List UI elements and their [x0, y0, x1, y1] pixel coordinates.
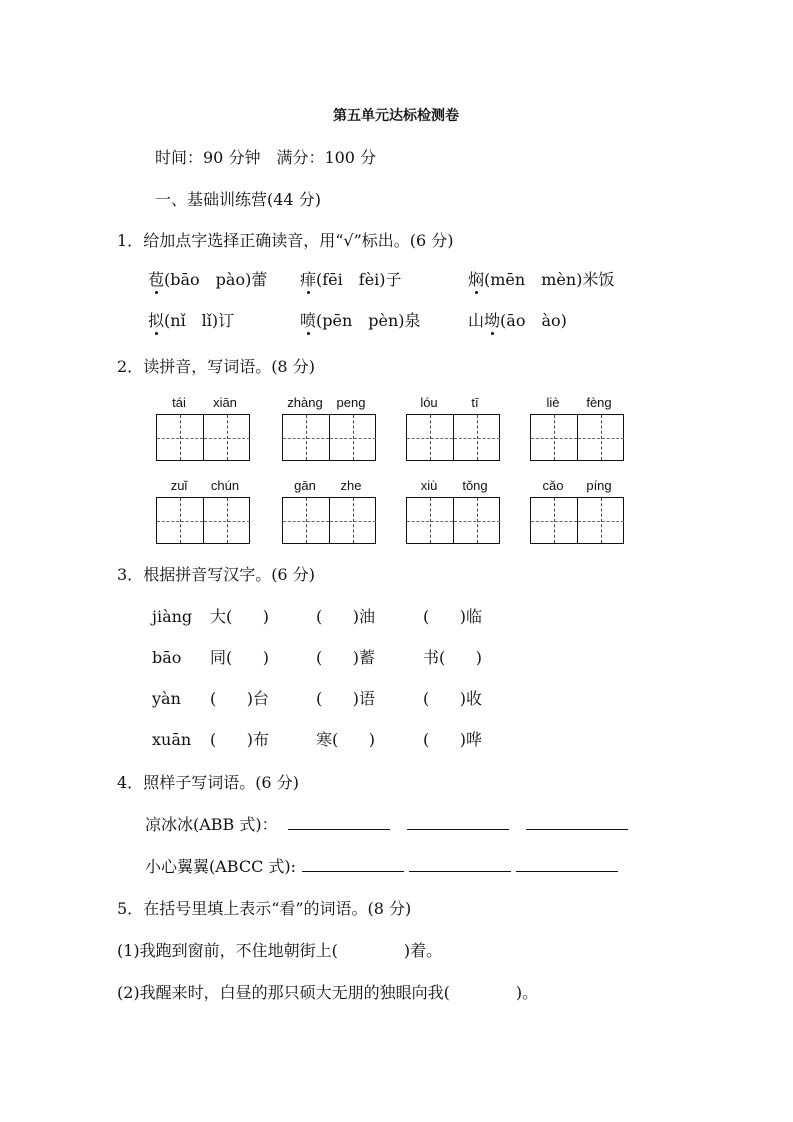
answer-blank[interactable]	[516, 857, 618, 872]
item-prefix: 山	[468, 311, 485, 330]
grid-guide	[204, 521, 250, 522]
fill-in-cell[interactable]: ( )台	[210, 689, 270, 708]
answer-blank[interactable]	[288, 815, 390, 830]
sentence-number: (1)	[117, 941, 140, 960]
pronunciation-item	[148, 270, 267, 290]
section-heading: 一、基础训练营(44 分)	[155, 190, 321, 209]
pronunciation-item	[300, 311, 421, 331]
grid-cell[interactable]	[283, 498, 329, 543]
pronunciation-item	[468, 311, 567, 331]
fill-in-cell[interactable]: 寒( )	[316, 730, 376, 749]
fill-in-cell[interactable]: ( )语	[316, 689, 376, 708]
fill-in-cell[interactable]: ( )哗	[423, 730, 483, 749]
grid-cell[interactable]	[453, 415, 500, 460]
dotted-character: 焖	[468, 270, 485, 289]
grid-cell[interactable]	[531, 415, 577, 460]
pinyin: xuān	[152, 730, 192, 749]
dotted-character: 苞	[148, 270, 165, 289]
grid-cell[interactable]	[329, 498, 376, 543]
grid-guide	[330, 438, 376, 439]
answer-blank[interactable]	[407, 815, 509, 830]
question-number: 3．	[117, 565, 144, 584]
grid-guide	[531, 438, 577, 439]
sentence-text: 我跑到窗前，不住地朝街上(	[139, 941, 338, 960]
grid-guide	[454, 521, 500, 522]
writing-grid[interactable]	[156, 497, 250, 544]
question-1	[117, 231, 454, 251]
question-text: 在括号里填上表示“看”的词语。(8 分)	[143, 899, 412, 918]
question-number: 4．	[117, 773, 144, 792]
grid-guide	[204, 438, 250, 439]
pinyin-choices[interactable]: (pēn pèn)泉	[316, 311, 421, 330]
sentence-1	[117, 941, 442, 961]
fill-in-cell[interactable]: ( )临	[423, 607, 483, 626]
pinyin-label: zhàng	[287, 395, 323, 410]
fill-in-cell[interactable]: 书( )	[423, 648, 483, 667]
answer-blank[interactable]	[302, 857, 404, 872]
abcc-label: 小心翼翼(ABCC 式):	[145, 857, 297, 876]
grid-guide	[283, 438, 329, 439]
question-text: 给加点字选择正确读音，用“√”标出。(6 分)	[143, 231, 454, 250]
pinyin-label: xiù	[420, 478, 438, 493]
question-4	[117, 773, 299, 793]
pinyin-choices[interactable]: (nǐ lǐ)订	[164, 311, 235, 330]
writing-grid[interactable]	[406, 497, 500, 544]
dotted-character: 坳	[484, 311, 501, 330]
writing-grid[interactable]	[530, 414, 624, 461]
grid-cell[interactable]	[407, 498, 453, 543]
grid-guide	[157, 438, 203, 439]
fill-in-cell[interactable]: ( )布	[210, 730, 270, 749]
question-5	[117, 899, 411, 919]
pinyin-label: cǎo	[542, 478, 564, 493]
pinyin-label: tǒng	[462, 478, 488, 493]
pronunciation-item	[148, 311, 234, 331]
grid-cell[interactable]	[577, 415, 624, 460]
question-number: 1．	[117, 231, 144, 250]
pronunciation-item	[468, 270, 614, 290]
question-text: 读拼音，写词语。(8 分)	[143, 357, 315, 376]
grid-cell[interactable]	[577, 498, 624, 543]
sentence-number: (2)	[117, 983, 140, 1002]
writing-grid[interactable]	[156, 414, 250, 461]
answer-blank[interactable]	[409, 857, 511, 872]
grid-guide	[330, 521, 376, 522]
abcc-row	[145, 857, 618, 877]
pinyin: jiàng	[152, 607, 193, 626]
grid-guide	[578, 438, 624, 439]
grid-cell[interactable]	[329, 415, 376, 460]
grid-cell[interactable]	[203, 415, 250, 460]
pinyin-label: zhe	[340, 478, 362, 493]
pinyin-label: tái	[172, 395, 186, 410]
writing-grid[interactable]	[282, 414, 376, 461]
question-number: 2．	[117, 357, 144, 376]
pinyin-label: xiān	[213, 395, 237, 410]
grid-cell[interactable]	[453, 498, 500, 543]
pinyin-label: zuǐ	[170, 478, 188, 493]
grid-cell[interactable]	[157, 415, 203, 460]
sentence-text: 我醒来时，白昼的那只硕大无朋的独眼向我(	[139, 983, 450, 1002]
grid-guide	[454, 438, 500, 439]
pinyin-label: fèng	[586, 395, 612, 410]
pinyin-label: gān	[294, 478, 316, 493]
dotted-character: 喷	[300, 311, 317, 330]
page-title: 第五单元达标检测卷	[333, 108, 459, 124]
grid-cell[interactable]	[203, 498, 250, 543]
fill-in-cell[interactable]: 同( )	[210, 648, 270, 667]
grid-cell[interactable]	[283, 415, 329, 460]
question-text: 根据拼音写汉字。(6 分)	[143, 565, 315, 584]
pronunciation-item	[300, 270, 402, 290]
writing-grid[interactable]	[406, 414, 500, 461]
pinyin: yàn	[152, 689, 181, 708]
exam-meta: 时间：90 分钟 满分：100 分	[155, 148, 377, 167]
grid-cell[interactable]	[407, 415, 453, 460]
fill-in-cell[interactable]: ( )收	[423, 689, 483, 708]
fill-in-cell[interactable]: ( )油	[316, 607, 376, 626]
sentence-text: )。	[515, 983, 539, 1002]
answer-blank[interactable]	[526, 815, 628, 830]
fill-in-cell[interactable]: 大( )	[210, 607, 270, 626]
pinyin-label: chún	[210, 478, 240, 493]
grid-cell[interactable]	[531, 498, 577, 543]
sentence-text: )着。	[403, 941, 443, 960]
question-number: 5．	[117, 899, 144, 918]
grid-guide	[283, 521, 329, 522]
sentence-2	[117, 983, 538, 1003]
abb-row	[145, 815, 628, 835]
pinyin-label: píng	[586, 478, 612, 493]
grid-guide	[531, 521, 577, 522]
grid-guide	[407, 521, 453, 522]
grid-cell[interactable]	[157, 498, 203, 543]
pinyin-choices[interactable]: (fēi fèi)子	[316, 270, 402, 289]
question-2	[117, 357, 315, 377]
pinyin-label: peng	[336, 395, 366, 410]
question-text: 照样子写词语。(6 分)	[143, 773, 299, 792]
pinyin-label: tī	[471, 395, 479, 410]
abb-label: 凉冰冰(ABB 式)：	[145, 815, 278, 834]
writing-grid[interactable]	[530, 497, 624, 544]
pinyin: bāo	[152, 648, 182, 667]
grid-guide	[407, 438, 453, 439]
question-3	[117, 565, 315, 585]
grid-guide	[578, 521, 624, 522]
pinyin-choices[interactable]: (mēn mèn)米饭	[484, 270, 615, 289]
fill-in-cell[interactable]: ( )蓄	[316, 648, 376, 667]
pinyin-label: lóu	[420, 395, 438, 410]
writing-grid[interactable]	[282, 497, 376, 544]
pinyin-choices[interactable]: (āo ào)	[500, 311, 567, 330]
pinyin-label: liè	[546, 395, 560, 410]
pinyin-choices[interactable]: (bāo pào)蕾	[164, 270, 268, 289]
dotted-character: 拟	[148, 311, 165, 330]
grid-guide	[157, 521, 203, 522]
dotted-character: 痱	[300, 270, 317, 289]
